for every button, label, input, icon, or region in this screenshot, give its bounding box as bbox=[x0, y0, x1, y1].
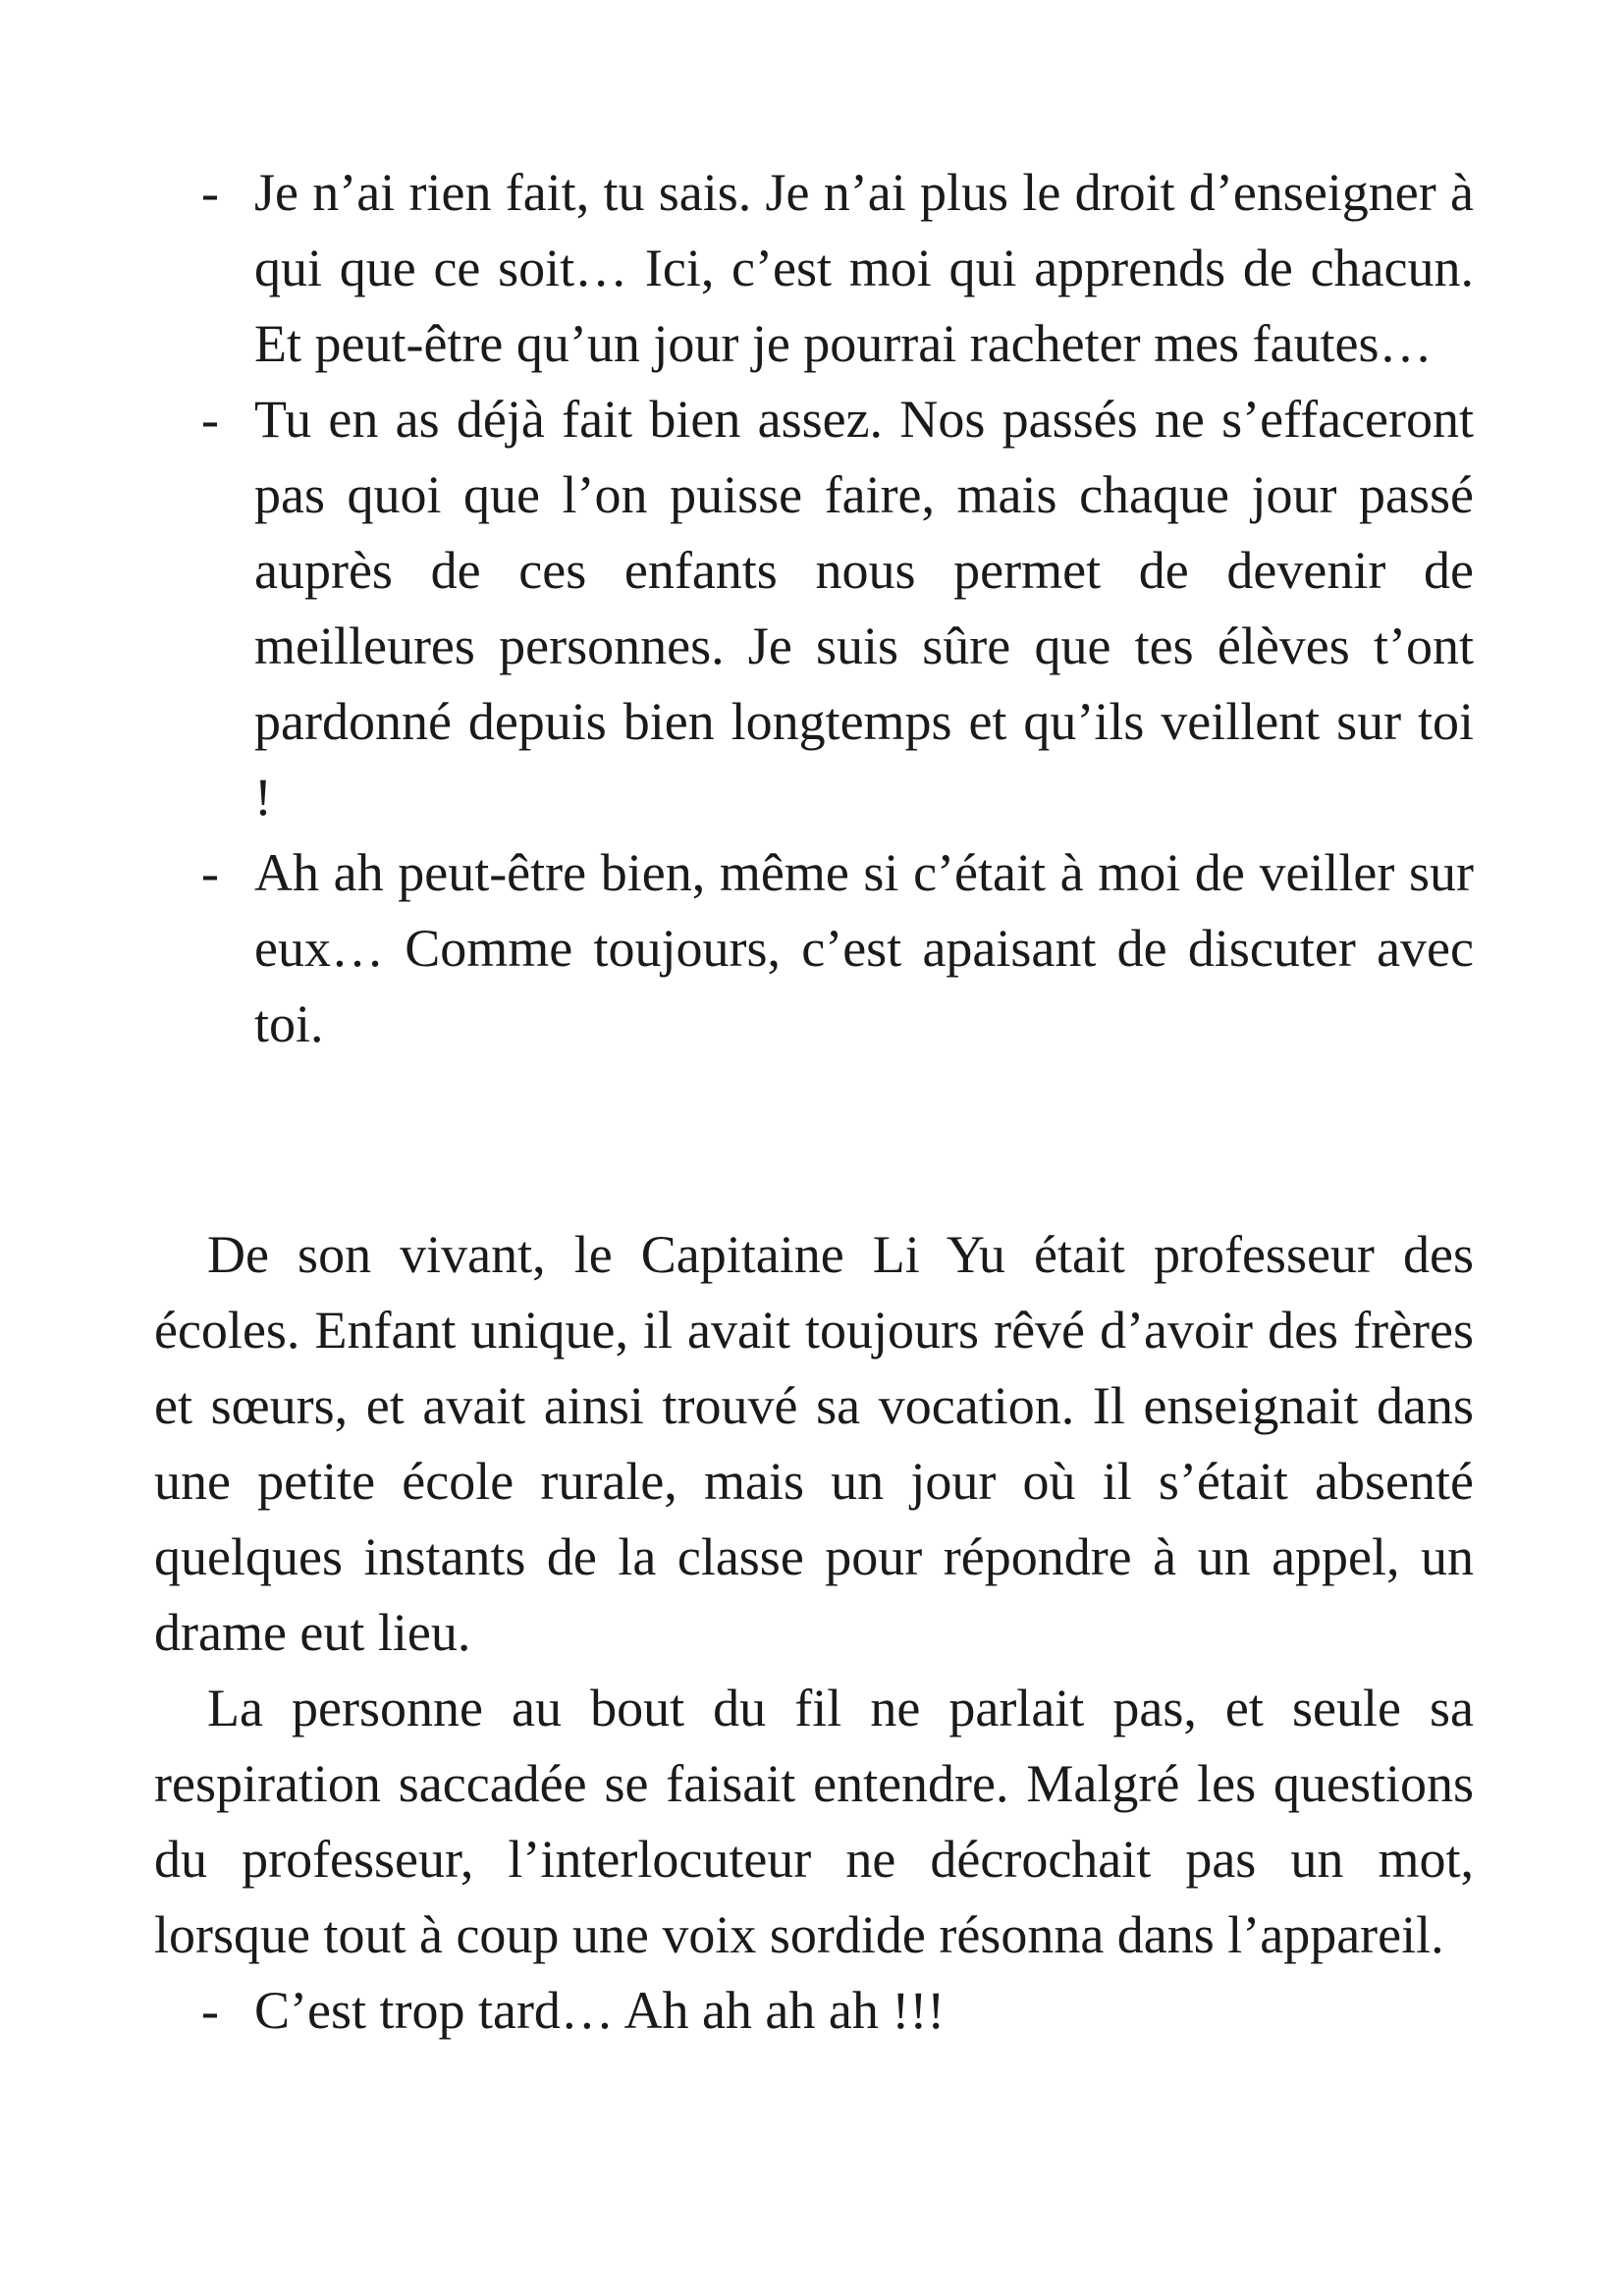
dialogue-text: C’est trop tard… Ah ah ah ah !!! bbox=[254, 1981, 946, 2040]
dialogue-line bbox=[154, 1973, 1474, 2049]
paragraph: La personne au bout du fil ne parlait pas, et seule sa respiration saccadée se faisait entendre. Malgré les questions du professeur, l’interlocuteur ne décrochait pas un mot, lorsque tout à coup une voix sordide résonna dans l’appareil. bbox=[154, 1679, 1474, 1964]
dialogue-text: Je n’ai rien fait, tu sais. Je n’ai plus le droit d’enseigner à qui que ce soit… Ici, c’est moi qui apprends de chacun. Et peut-être qu’un jour je pourrai racheter mes fautes… bbox=[254, 163, 1474, 373]
dialogue-dash: - bbox=[201, 390, 219, 449]
dialogue-dash: - bbox=[201, 1981, 219, 2040]
dialogue-block bbox=[154, 155, 1474, 1062]
dialogue-dash: - bbox=[201, 843, 219, 902]
dialogue-dash: - bbox=[201, 163, 219, 222]
dialogue-text: Ah ah peut-être bien, même si c’était à moi de veiller sur eux… Comme toujours, c’est apaisant de discuter avec toi. bbox=[254, 843, 1474, 1053]
dialogue-text: Tu en as déjà fait bien assez. Nos passés ne s’effaceront pas quoi que l’on puisse faire, mais chaque jour passé auprès de ces enfants nous permet de devenir de meilleures personnes. Je suis sûre que tes élèves t’ont pardonné depuis bien longtemps et qu’ils veillent sur toi ! bbox=[254, 390, 1474, 827]
paragraph: De son vivant, le Capitaine Li Yu était professeur des écoles. Enfant unique, il avait toujours rêvé d’avoir des frères et sœurs, et avait ainsi trouvé sa vocation. Il enseignait dans une petite école rurale, mais un jour où il s’était absenté quelques instants de la classe pour répondre à un appel, un drame eut lieu. bbox=[154, 1225, 1474, 1662]
dialogue-line bbox=[154, 382, 1474, 835]
narrative-block bbox=[154, 1217, 1474, 2049]
dialogue-line bbox=[154, 835, 1474, 1062]
dialogue-line bbox=[154, 155, 1474, 382]
